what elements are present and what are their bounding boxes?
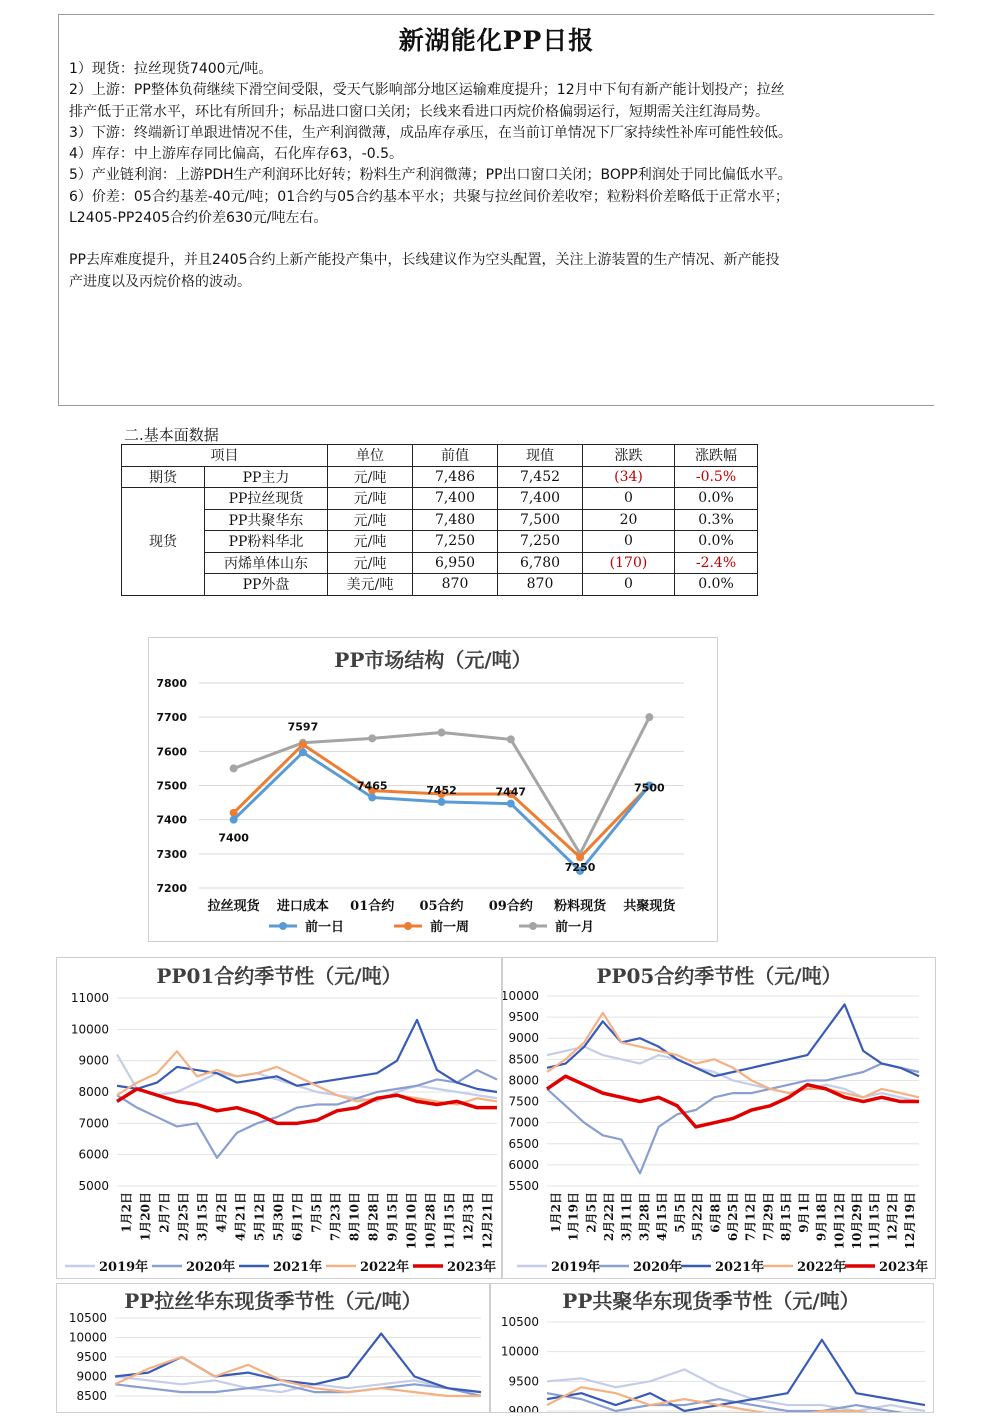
y-tick-label: 5000 <box>78 1179 109 1193</box>
y-tick-label: 9000 <box>78 1053 109 1068</box>
legend-label: 前一月 <box>555 920 595 935</box>
legend-marker <box>279 922 287 930</box>
cell-curr: 7,500 <box>498 509 583 531</box>
x-category-label: 拉丝现货 <box>207 899 260 914</box>
report-line: 6）价差：05合约基差-40元/吨；01合约与05合约基本平水；共聚与拉丝间价差收窄；粒粉料价差略低于正常水平； <box>69 188 789 205</box>
summary-line: PP去库难度提升，并且2405合约上新产能投产集中，长线建议作为空头配置，关注上游装置的生产情况、新产能投 <box>69 252 780 269</box>
y-tick-label: 7300 <box>156 847 187 861</box>
legend-label: 前一周 <box>430 920 470 935</box>
cell-curr: 7,452 <box>498 466 583 488</box>
x-tick-label: 3月11日 <box>619 1192 634 1242</box>
x-tick-label: 6月17日 <box>290 1192 305 1242</box>
market-structure-chart-frame <box>148 637 718 942</box>
data-label: 7447 <box>495 785 527 799</box>
x-category-label: 05合约 <box>419 899 464 914</box>
x-tick-label: 1月20日 <box>138 1192 153 1242</box>
y-tick-label: 8500 <box>508 1052 539 1067</box>
table-row <box>122 466 758 488</box>
cell-unit: 美元/吨 <box>328 574 413 596</box>
cell-item: 丙烯单体山东 <box>205 552 328 574</box>
y-tick-label: 6500 <box>508 1136 539 1151</box>
cell-unit: 元/吨 <box>328 466 413 488</box>
cell-prev: 7,400 <box>413 488 498 510</box>
x-category-label: 进口成本 <box>276 899 329 914</box>
data-point <box>438 729 446 737</box>
pp01-seasonal-chart-frame <box>56 957 502 1279</box>
chart-title: PP拉丝华东现货季节性（元/吨） <box>124 1289 422 1313</box>
cell-prev: 6,950 <box>413 552 498 574</box>
cell-change: (34) <box>583 466 675 488</box>
data-point <box>299 741 307 749</box>
x-tick-label: 7月23日 <box>328 1192 343 1242</box>
chart-title: PP共聚华东现货季节性（元/吨） <box>562 1289 860 1313</box>
cell-item: PP拉丝现货 <box>205 488 328 510</box>
data-point <box>507 800 515 808</box>
table-row <box>122 509 758 531</box>
cell-unit: 元/吨 <box>328 531 413 553</box>
cell-item: PP粉料华北 <box>205 531 328 553</box>
data-label: 7465 <box>356 779 388 793</box>
x-tick-label: 2月7日 <box>157 1192 172 1233</box>
cell-prev: 7,250 <box>413 531 498 553</box>
y-tick-label: 9500 <box>508 1010 539 1025</box>
legend-label: 前一日 <box>305 920 345 935</box>
header-prev: 前值 <box>413 445 498 467</box>
table-row <box>122 552 758 574</box>
x-tick-label: 10月10日 <box>404 1192 419 1250</box>
cell-prev: 870 <box>413 574 498 596</box>
x-tick-label: 10月28日 <box>423 1192 438 1250</box>
legend-marker <box>529 922 537 930</box>
section-title: 二.基本面数据 <box>124 426 219 444</box>
x-tick-label: 11月15日 <box>442 1192 457 1250</box>
cell-change: (170) <box>583 552 675 574</box>
cell-item: PP外盘 <box>205 574 328 596</box>
report-line: 4）库存：中上游库存同比偏高，石化库存63，-0.5。 <box>69 146 404 163</box>
table-row <box>122 574 758 596</box>
x-tick-label: 1月2日 <box>119 1192 134 1233</box>
y-tick-label: 8000 <box>78 1085 109 1099</box>
cell-change: 0 <box>583 488 675 510</box>
pp05-seasonal-chart-frame <box>502 957 936 1279</box>
cell-prev: 7,480 <box>413 509 498 531</box>
legend-label: 2021年 <box>715 1260 765 1275</box>
header-curr: 现值 <box>498 445 583 467</box>
data-point <box>368 793 376 801</box>
y-tick-label: 9000 <box>76 1369 107 1384</box>
table-row <box>122 531 758 553</box>
legend-label: 2022年 <box>360 1260 410 1275</box>
y-tick-label: 5500 <box>508 1179 539 1193</box>
pp-copolymer-spot-chart <box>491 1284 933 1412</box>
data-label: 7597 <box>287 720 319 734</box>
report-line: 1）现货：拉丝现货7400元/吨。 <box>69 61 273 77</box>
y-tick-label: 8000 <box>508 1073 539 1088</box>
data-point <box>368 734 376 742</box>
x-tick-label: 4月21日 <box>233 1192 248 1242</box>
y-tick-label: 9000 <box>508 1031 539 1046</box>
x-tick-label: 1月19日 <box>566 1192 581 1242</box>
x-tick-label: 5月22日 <box>690 1192 705 1242</box>
x-tick-label: 5月5日 <box>672 1192 687 1233</box>
series-line <box>117 1054 497 1101</box>
cell-curr: 7,400 <box>498 488 583 510</box>
series-line <box>234 752 650 871</box>
cell-unit: 元/吨 <box>328 488 413 510</box>
x-category-label: 粉料现货 <box>554 899 607 914</box>
cell-change: 0 <box>583 574 675 596</box>
y-tick-label: 7200 <box>156 882 187 895</box>
row-group-label: 现货 <box>122 488 205 596</box>
x-tick-label: 10月29日 <box>850 1192 864 1250</box>
y-tick-label: 7000 <box>508 1115 539 1130</box>
x-tick-label: 6月25日 <box>726 1192 740 1242</box>
x-tick-label: 12月19日 <box>903 1192 918 1250</box>
market-structure-chart <box>149 638 717 941</box>
cell-pct: -2.4% <box>675 552 758 574</box>
data-point <box>438 798 446 806</box>
y-tick-label: 10000 <box>68 1330 107 1345</box>
report-body <box>69 59 926 293</box>
y-tick-label: 7500 <box>508 1094 539 1109</box>
x-category-label: 共聚现货 <box>623 899 676 914</box>
y-tick-label: 9000 <box>508 1404 539 1412</box>
header-item: 项目 <box>122 445 328 467</box>
legend-label: 2020年 <box>186 1260 236 1275</box>
y-tick-label: 7700 <box>156 711 187 725</box>
x-tick-label: 10月12日 <box>832 1192 847 1250</box>
legend-label: 2019年 <box>99 1260 149 1275</box>
cell-change: 0 <box>583 531 675 553</box>
report-line: L2405-PP2405合约价差630元/吨左右。 <box>69 210 328 227</box>
report-title: 新湖能化PP日报 <box>398 26 595 55</box>
x-tick-label: 11月15日 <box>867 1192 882 1250</box>
data-point <box>230 816 238 824</box>
data-label: 7400 <box>218 831 249 845</box>
x-tick-label: 8月28日 <box>366 1192 381 1242</box>
y-tick-label: 10500 <box>68 1311 107 1325</box>
legend-label: 2020年 <box>633 1260 683 1275</box>
y-tick-label: 10000 <box>500 1344 539 1359</box>
cell-item: PP共聚华东 <box>205 509 328 531</box>
y-tick-label: 7600 <box>156 745 187 759</box>
series-line <box>547 1004 919 1076</box>
report-line: 2）上游：PP整体负荷继续下滑空间受限，受天气影响部分地区运输难度提升；12月中下旬有新产能计划投产；拉丝 <box>69 82 785 99</box>
x-tick-label: 7月5日 <box>309 1192 324 1233</box>
y-tick-label: 10500 <box>500 1315 539 1329</box>
y-tick-label: 6000 <box>508 1157 539 1172</box>
x-tick-label: 5月12日 <box>252 1192 267 1242</box>
y-tick-label: 7800 <box>156 677 187 690</box>
y-tick-label: 7400 <box>156 813 187 827</box>
chart-title: PP市场结构（元/吨） <box>334 648 532 672</box>
x-tick-label: 7月29日 <box>761 1192 776 1242</box>
y-tick-label: 8500 <box>76 1389 107 1403</box>
x-tick-label: 3月15日 <box>195 1192 210 1242</box>
x-tick-label: 12月3日 <box>461 1192 476 1242</box>
y-tick-label: 9500 <box>508 1374 539 1389</box>
legend-label: 2023年 <box>447 1260 497 1275</box>
series-line <box>547 1340 925 1411</box>
y-tick-label: 10000 <box>503 989 539 1003</box>
data-label: 7452 <box>426 783 457 797</box>
pp05-seasonal-chart <box>503 958 935 1278</box>
x-tick-label: 9月18日 <box>814 1192 829 1242</box>
x-tick-label: 12月2日 <box>885 1192 900 1242</box>
legend-label: 2021年 <box>273 1260 323 1275</box>
x-tick-label: 2月5日 <box>584 1192 599 1233</box>
legend-marker <box>404 922 412 930</box>
cell-curr: 7,250 <box>498 531 583 553</box>
cell-unit: 元/吨 <box>328 552 413 574</box>
x-tick-label: 7月12日 <box>743 1192 758 1242</box>
x-tick-label: 4月15日 <box>655 1192 670 1242</box>
x-tick-label: 3月28日 <box>637 1192 652 1242</box>
data-point <box>507 735 515 743</box>
cell-prev: 7,486 <box>413 466 498 488</box>
legend-label: 2023年 <box>879 1260 929 1275</box>
x-tick-label: 4月2日 <box>214 1192 229 1233</box>
pp-raffia-spot-chart-frame <box>56 1283 490 1413</box>
report-line: 3）下游：终端新订单跟进情况不佳，生产利润微薄，成品库存承压，在当前订单情况下厂家持续性补库可能性较低。 <box>69 124 792 141</box>
x-category-label: 09合约 <box>488 899 533 914</box>
data-label: 7250 <box>564 860 596 874</box>
cell-pct: 0.3% <box>675 509 758 531</box>
x-category-label: 01合约 <box>350 899 395 914</box>
x-tick-label: 9月15日 <box>385 1192 400 1242</box>
y-tick-label: 6000 <box>78 1147 109 1162</box>
y-tick-label: 7000 <box>78 1116 109 1131</box>
cell-unit: 元/吨 <box>328 509 413 531</box>
x-tick-label: 6月8日 <box>708 1192 723 1233</box>
legend-label: 2022年 <box>797 1260 847 1275</box>
header-change: 涨跌 <box>583 445 675 467</box>
header-unit: 单位 <box>328 445 413 467</box>
x-tick-label: 5月30日 <box>271 1192 286 1242</box>
pp-copolymer-spot-chart-frame <box>490 1283 934 1413</box>
pp01-seasonal-chart <box>57 958 501 1278</box>
y-tick-label: 9500 <box>76 1350 107 1364</box>
x-tick-label: 8月10日 <box>347 1192 362 1242</box>
cell-curr: 870 <box>498 574 583 596</box>
cell-pct: 0.0% <box>675 531 758 553</box>
x-tick-label: 2月25日 <box>176 1192 191 1242</box>
cell-curr: 6,780 <box>498 552 583 574</box>
y-tick-label: 10000 <box>70 1022 109 1037</box>
cell-pct: -0.5% <box>675 466 758 488</box>
series-line <box>117 1051 497 1104</box>
chart-title: PP01合约季节性（元/吨） <box>156 964 402 988</box>
x-tick-label: 1月2日 <box>548 1192 563 1233</box>
x-tick-label: 2月22日 <box>602 1192 616 1242</box>
summary-line: 产进度以及丙烷价格的波动。 <box>69 273 251 290</box>
legend-label: 2019年 <box>551 1260 601 1275</box>
chart-title: PP05合约季节性（元/吨） <box>596 964 842 988</box>
table-header-row <box>122 445 758 467</box>
report-line: 排产低于正常水平，环比有所回升；标品进口窗口关闭；长线来看进口丙烷价格偏弱运行，短期需关注红海局势。 <box>69 103 769 120</box>
table-row <box>122 488 758 510</box>
data-point <box>299 748 307 756</box>
fundamentals-table <box>121 444 758 596</box>
y-tick-label: 7500 <box>156 779 187 793</box>
x-tick-label: 9月1日 <box>796 1192 811 1233</box>
data-point <box>230 764 238 772</box>
row-group-label: 期货 <box>122 466 205 488</box>
report-line: 5）产业链利润：上游PDH生产利润环比好转；粉料生产利润微薄；PP出口窗口关闭；BOPP利润处于同比偏低水平。 <box>69 167 792 184</box>
x-tick-label: 8月15日 <box>779 1192 794 1242</box>
data-label: 7500 <box>634 781 665 795</box>
header-pct: 涨跌幅 <box>675 445 758 467</box>
report-box <box>58 14 934 406</box>
pp-raffia-spot-chart <box>57 1284 489 1412</box>
cell-change: 20 <box>583 509 675 531</box>
cell-item: PP主力 <box>205 466 328 488</box>
x-tick-label: 12月21日 <box>480 1192 495 1250</box>
data-point <box>645 713 653 721</box>
cell-pct: 0.0% <box>675 574 758 596</box>
y-tick-label: 11000 <box>70 991 109 1005</box>
cell-pct: 0.0% <box>675 488 758 510</box>
